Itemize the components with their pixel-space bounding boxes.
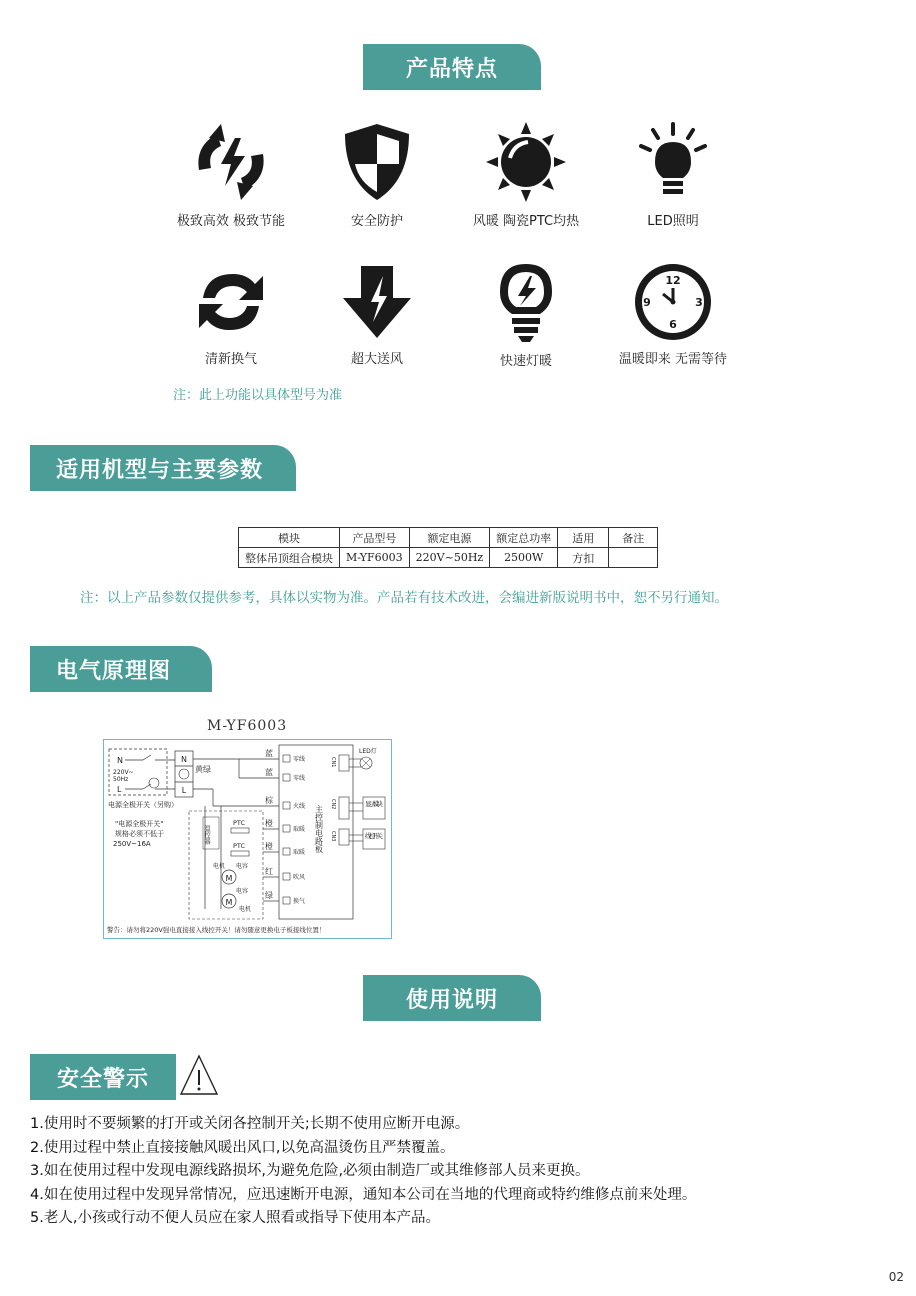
features-section-title: 产品特点: [363, 44, 541, 90]
list-item: 5.老人,小孩或行动不便人员应在家人照看或指导下使用本产品。: [30, 1210, 440, 1226]
terminal-label: 换气: [293, 898, 306, 905]
spec-table: [238, 527, 658, 568]
terminal-label: 零线: [293, 775, 306, 782]
table-header: 适用: [558, 528, 609, 548]
svg-text:12: 12: [665, 274, 681, 287]
feature-label: LED照明: [647, 214, 699, 229]
switch-note-3: 250V~16A: [113, 840, 151, 848]
wire-color: 红: [265, 867, 273, 876]
feature-item: [441, 120, 611, 229]
wire-color: 绿: [265, 891, 273, 900]
wire-color: 橙: [265, 842, 273, 851]
yellow-green-label: 黄绿: [195, 765, 211, 774]
efficiency-icon: [191, 120, 271, 204]
down-arrow-icon: [337, 262, 417, 342]
terminal-label: 零线: [293, 756, 306, 763]
switch-label: 电源全极开关（另购）: [108, 801, 178, 809]
table-cell: M-YF6003: [340, 548, 410, 568]
display-module-label: 显示模块: [365, 800, 383, 808]
bulb-icon: [633, 120, 713, 204]
models-section-title: 适用机型与主要参数: [30, 445, 296, 491]
feature-label: 快速灯暖: [499, 354, 552, 369]
feature-item: [292, 120, 462, 229]
feature-label: 风暖 陶瓷PTC均热: [472, 214, 580, 229]
led-lamp-label: LED灯: [359, 748, 377, 755]
list-item: 1.使用时不要频繁的打开或关闭各控制开关;长期不使用应断开电源。: [30, 1116, 470, 1132]
terminal-l-label: L: [181, 786, 187, 795]
table-header: 额定总功率: [490, 528, 558, 548]
cn2-label: CN2: [330, 799, 336, 810]
feature-item: [146, 262, 316, 367]
svg-text:6: 6: [669, 318, 677, 331]
feature-item: [292, 262, 462, 367]
terminal-label: 吹风: [293, 874, 306, 881]
power-spec-label: 220V~: [113, 769, 134, 776]
wiring-section-title: 电气原理图: [30, 646, 212, 692]
terminal-label: 火线: [293, 803, 306, 810]
warning-triangle-icon: [178, 1053, 220, 1097]
cn1-label: CN1: [330, 757, 336, 768]
table-header: 产品型号: [340, 528, 410, 548]
table-header-row: [239, 528, 658, 548]
feature-label: 温暖即来 无需等待: [618, 352, 728, 367]
list-item: 3.如在使用过程中发现电源线路损坏,为避免危险,必须由制造厂或其维修部人员来更换。: [30, 1163, 590, 1179]
svg-text:3: 3: [695, 296, 703, 309]
lamp-icon: [486, 262, 566, 344]
board-label: 主控制电路板: [314, 805, 324, 853]
terminal-n-label: N: [181, 755, 187, 764]
list-item: 2.使用过程中禁止直接接触风暖出风口,以免高温烫伤且严禁覆盖。: [30, 1139, 455, 1156]
ptc-label-1: PTC: [232, 819, 246, 827]
table-cell: [609, 548, 658, 568]
svg-text:M: M: [225, 874, 233, 883]
feature-item: [588, 262, 758, 367]
sun-icon: [484, 120, 568, 204]
wire-color: 蓝: [265, 749, 273, 758]
feature-label: 超大送风: [350, 352, 403, 367]
svg-text:9: 9: [643, 296, 651, 309]
diagram-warning: 警告：请勿将220V强电直接接入线控开关！请勿随意更换电子板接线位置！: [107, 926, 326, 934]
table-header: 额定电源: [409, 528, 490, 548]
power-n-label: N: [117, 756, 123, 765]
feature-note: 注：此上功能以具体型号为准: [173, 388, 343, 403]
wire-switch-label: 线控开关: [365, 832, 383, 840]
feature-label: 清新换气: [204, 352, 257, 367]
switch-note-1: "电源全极开关": [115, 820, 164, 828]
feature-item: [146, 120, 316, 229]
table-header: 模块: [239, 528, 340, 548]
terminal-label: 取暖: [293, 826, 306, 833]
clock-icon: [633, 262, 713, 342]
shield-icon: [337, 120, 417, 204]
feature-item: [588, 120, 758, 229]
motor-label-1: 电机: [213, 863, 226, 870]
table-row: [239, 548, 658, 568]
wire-color: 橙: [265, 819, 273, 828]
wire-color: 蓝: [265, 768, 273, 777]
page-number: 02: [888, 1270, 904, 1284]
capacitor-label-1: 电容: [236, 863, 249, 870]
svg-text:M: M: [225, 898, 233, 907]
diagram-model: M-YF6003: [207, 718, 288, 734]
power-freq-label: 50Hz: [113, 776, 129, 783]
wiring-diagram: [103, 739, 392, 939]
capacitor-label-2: 电容: [236, 888, 249, 895]
wire-color: 棕: [265, 796, 273, 805]
switch-note-2: 规格必须不低于: [115, 830, 164, 838]
table-cell: 整体吊顶组合模块: [239, 548, 340, 568]
terminal-label: 取暖: [293, 849, 306, 856]
table-header: 备注: [609, 528, 658, 548]
power-l-label: L: [117, 785, 122, 794]
usage-section-title: 使用说明: [363, 975, 541, 1021]
table-cell: 2500W: [490, 548, 558, 568]
cn3-label: CN3: [330, 831, 336, 842]
safety-rules: [30, 1113, 696, 1231]
list-item: 4.如在使用过程中发现异常情况，应迅速断开电源，通知本公司在当地的代理商或特约维修点前来处理。: [30, 1186, 697, 1203]
table-cell: 220V~50Hz: [409, 548, 490, 568]
feature-label: 安全防护: [350, 214, 403, 229]
ptc-label-2: PTC: [232, 842, 246, 850]
thermostat-label: 温控器: [203, 825, 211, 845]
feature-label: 极致高效 极致节能: [176, 214, 286, 229]
table-cell: 方扣: [558, 548, 609, 568]
feature-item: [441, 262, 611, 369]
safety-section-title: 安全警示: [30, 1054, 176, 1100]
refresh-icon: [191, 262, 271, 342]
spec-note: 注：以上产品参数仅提供参考，具体以实物为准。产品若有技术改进，会编进新版说明书中，恕不另行通知。: [80, 590, 728, 606]
motor-label-2: 电机: [239, 906, 252, 913]
